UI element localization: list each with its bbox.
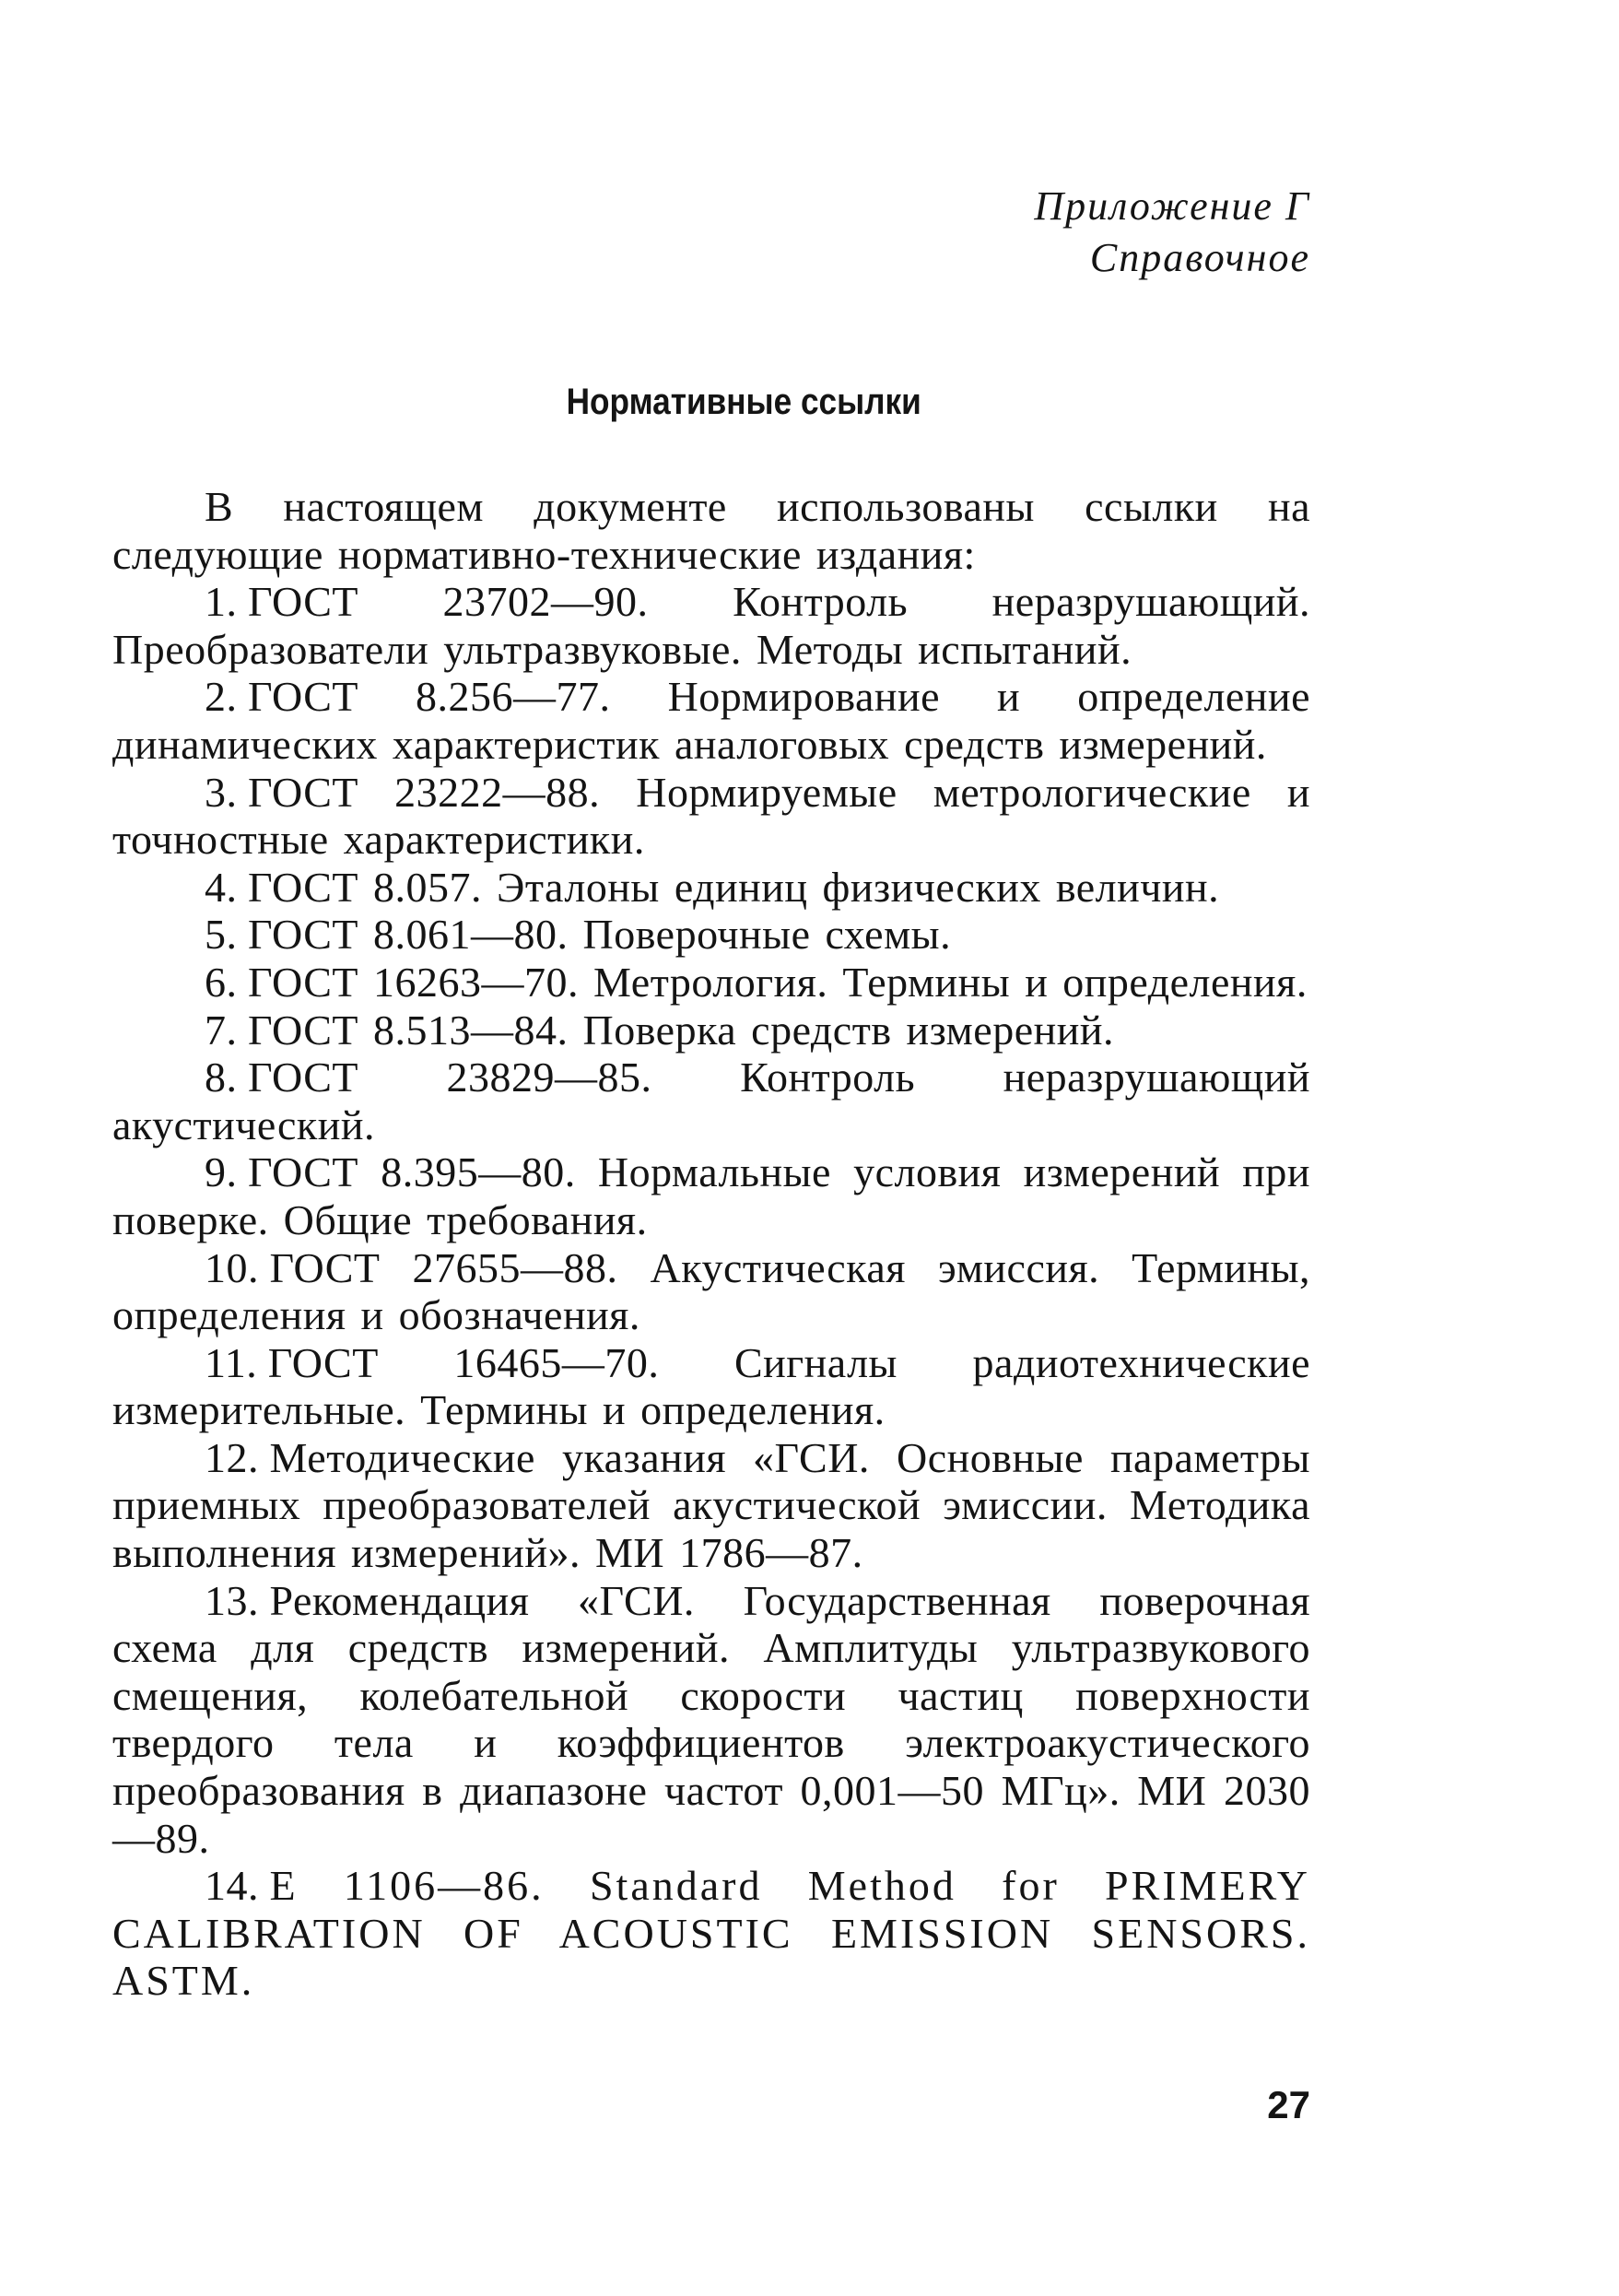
reference-number: 12. bbox=[205, 1433, 259, 1481]
reference-item bbox=[112, 1339, 1310, 1434]
reference-number: 5. bbox=[205, 911, 238, 959]
reference-number: 7. bbox=[205, 1006, 238, 1054]
reference-text: ГОСТ 8.057. Эталоны единиц физических величин. bbox=[248, 863, 1220, 911]
reference-item bbox=[112, 1244, 1310, 1339]
reference-item bbox=[112, 959, 1310, 1007]
reference-number: 4. bbox=[205, 863, 238, 911]
reference-text: Рекомендация «ГСИ. Государственная поверочная схема для средств измерений. Амплитуды ультразвукового смещения, колебательной скорости частиц поверхности твердого тела и коэффициентов электроакустического преобразования в диапазоне частот 0,001—50 МГц». МИ 2030—89. bbox=[112, 1576, 1310, 1862]
references-list bbox=[112, 578, 1310, 2005]
reference-number: 10. bbox=[205, 1243, 259, 1291]
reference-item bbox=[112, 911, 1310, 959]
reference-number: 6. bbox=[205, 958, 238, 1006]
reference-number: 14. bbox=[205, 1862, 259, 1910]
reference-number: 13. bbox=[205, 1576, 259, 1624]
intro-paragraph: В настоящем документе использованы ссылки на следующие нормативно-технические издания: bbox=[112, 483, 1310, 578]
reference-text: ГОСТ 23702—90. Контроль неразрушающий. Преобразователи ультразвуковые. Методы испытаний. bbox=[112, 578, 1310, 673]
reference-item bbox=[112, 578, 1310, 673]
reference-item bbox=[112, 769, 1310, 864]
reference-text: ГОСТ 23222—88. Нормируемые метрологические и точностные характеристики. bbox=[112, 768, 1310, 864]
reference-text: Методические указания «ГСИ. Основные параметры приемных преобразователей акустической эмиссии. Методика выполнения измерений». МИ 1786—87. bbox=[112, 1433, 1310, 1577]
document-page bbox=[112, 0, 1310, 2296]
reference-number: 1. bbox=[205, 578, 238, 626]
reference-text: E 1106—86. Standard Method for PRIMERY CALIBRATION OF ACOUSTIC EMISSION SENSORS. ASTM. bbox=[112, 1862, 1310, 2005]
appendix-label: Приложение Г bbox=[1034, 183, 1310, 229]
reference-item bbox=[112, 1007, 1310, 1054]
reference-text: ГОСТ 8.513—84. Поверка средств измерений. bbox=[248, 1006, 1114, 1054]
reference-item bbox=[112, 864, 1310, 912]
reference-number: 2. bbox=[205, 673, 238, 721]
section-title: Нормативные ссылки bbox=[566, 382, 921, 422]
reference-text: ГОСТ 8.256—77. Нормирование и определение динамических характеристик аналоговых средств измерений. bbox=[112, 673, 1310, 768]
reference-item bbox=[112, 1577, 1310, 1863]
reference-text: ГОСТ 23829—85. Контроль неразрушающий акустический. bbox=[112, 1054, 1310, 1148]
appendix-type: Справочное bbox=[1089, 235, 1310, 280]
reference-text: ГОСТ 16263—70. Метрология. Термины и определения. bbox=[248, 958, 1308, 1006]
reference-text: ГОСТ 16465—70. Сигналы радиотехнические измерительные. Термины и определения. bbox=[112, 1338, 1310, 1434]
reference-item bbox=[112, 673, 1310, 768]
reference-text: ГОСТ 8.395—80. Нормальные условия измерений при поверке. Общие требования. bbox=[112, 1148, 1310, 1243]
reference-item bbox=[112, 1434, 1310, 1577]
document-body bbox=[112, 483, 1310, 2005]
page-number: 27 bbox=[1267, 2083, 1310, 2126]
reference-item bbox=[112, 1054, 1310, 1148]
reference-number: 3. bbox=[205, 768, 238, 816]
reference-text: ГОСТ 27655—88. Акустическая эмиссия. Термины, определения и обозначения. bbox=[112, 1243, 1310, 1339]
reference-number: 8. bbox=[205, 1054, 238, 1101]
reference-text: ГОСТ 8.061—80. Поверочные схемы. bbox=[248, 911, 952, 959]
reference-item bbox=[112, 1862, 1310, 2005]
reference-number: 11. bbox=[205, 1338, 258, 1386]
reference-number: 9. bbox=[205, 1148, 238, 1196]
appendix-header bbox=[1034, 181, 1310, 284]
reference-item bbox=[112, 1148, 1310, 1243]
